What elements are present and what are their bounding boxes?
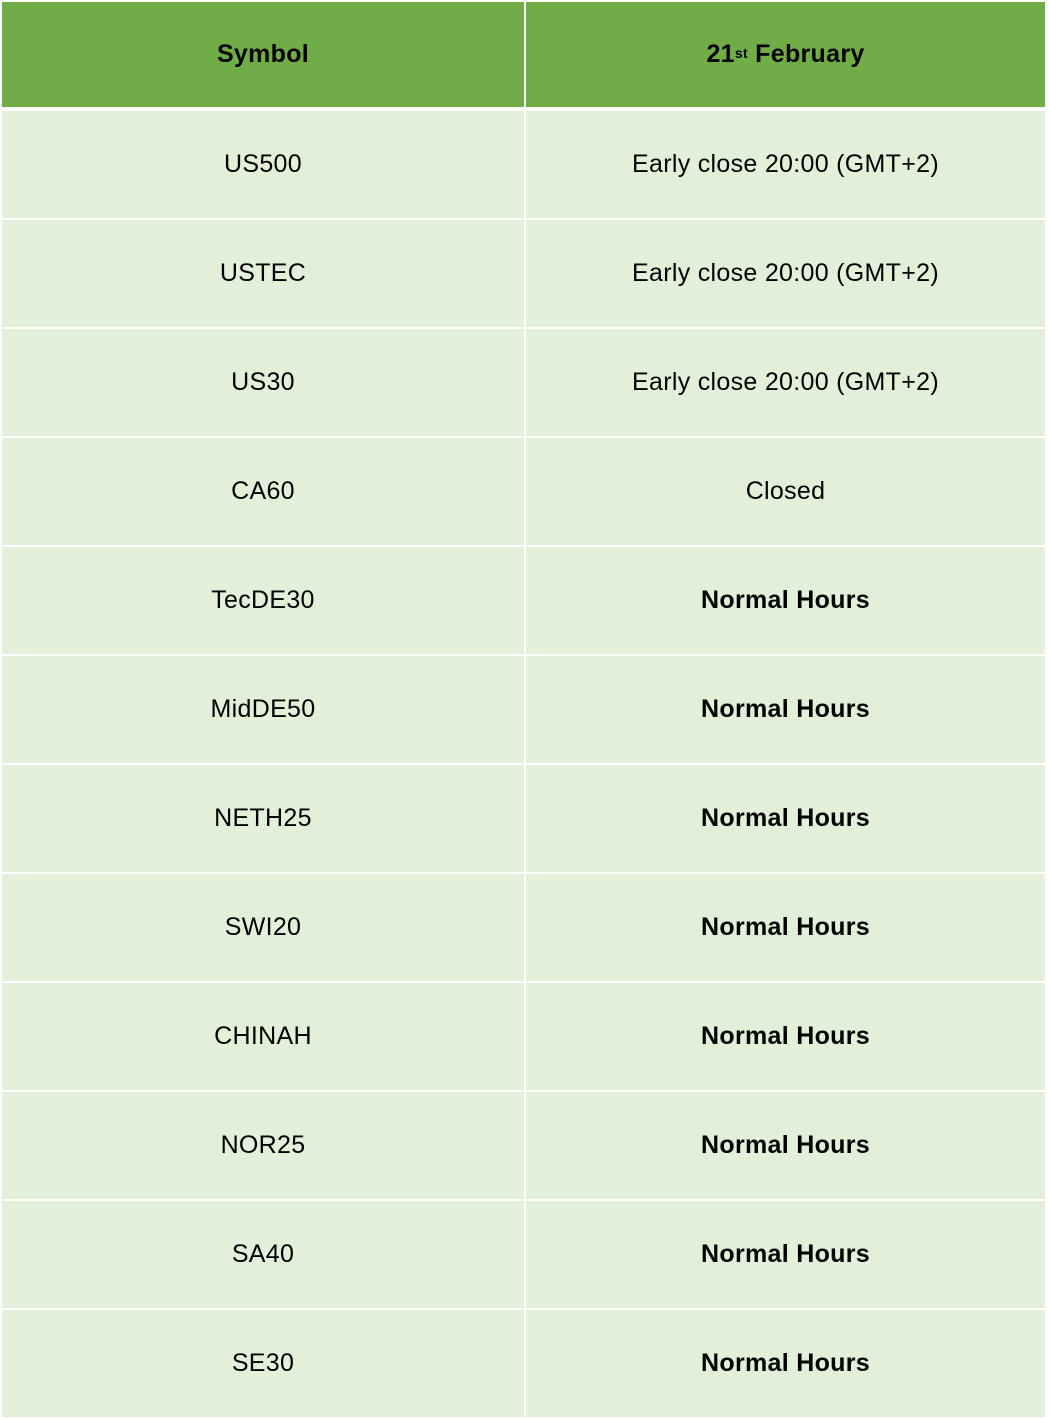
table-row [2,220,1045,329]
status-cell: Normal Hours [526,874,1045,983]
table-row [2,111,1045,220]
symbol-cell: MidDE50 [2,656,524,765]
status-cell: Normal Hours [526,1201,1045,1310]
symbol-cell: SWI20 [2,874,524,983]
table-row [2,983,1045,1092]
status-cell: Normal Hours [526,1092,1045,1201]
symbol-cell: CA60 [2,438,524,547]
symbol-cell: CHINAH [2,983,524,1092]
symbol-cell: TecDE30 [2,547,524,656]
symbol-cell: SE30 [2,1310,524,1419]
table-row [2,765,1045,874]
header-date: 21 $^{st}$ February [526,2,1045,107]
table-body [2,111,1045,1419]
header-symbol: Symbol [2,2,524,107]
symbol-cell: USTEC [2,220,524,329]
status-cell: Normal Hours [526,547,1045,656]
table-row [2,1310,1045,1419]
status-cell: Early close 20:00 (GMT+2) [526,220,1045,329]
table-row [2,438,1045,547]
symbol-cell: NETH25 [2,765,524,874]
status-cell: Normal Hours [526,983,1045,1092]
status-cell: Normal Hours [526,1310,1045,1419]
symbol-cell: SA40 [2,1201,524,1310]
header-date-month: February [747,40,865,68]
status-cell: Early close 20:00 (GMT+2) [526,111,1045,220]
table-row [2,547,1045,656]
status-cell: Early close 20:00 (GMT+2) [526,329,1045,438]
table-header-row [2,2,1045,107]
symbol-cell: NOR25 [2,1092,524,1201]
table-row [2,329,1045,438]
table-row [2,1201,1045,1310]
header-date-day: 21 [706,40,735,68]
table-row [2,1092,1045,1201]
trading-hours-table [2,2,1045,1419]
symbol-cell: US500 [2,111,524,220]
symbol-cell: US30 [2,329,524,438]
table-row [2,874,1045,983]
status-cell: Closed [526,438,1045,547]
status-cell: Normal Hours [526,656,1045,765]
table-row [2,656,1045,765]
status-cell: Normal Hours [526,765,1045,874]
